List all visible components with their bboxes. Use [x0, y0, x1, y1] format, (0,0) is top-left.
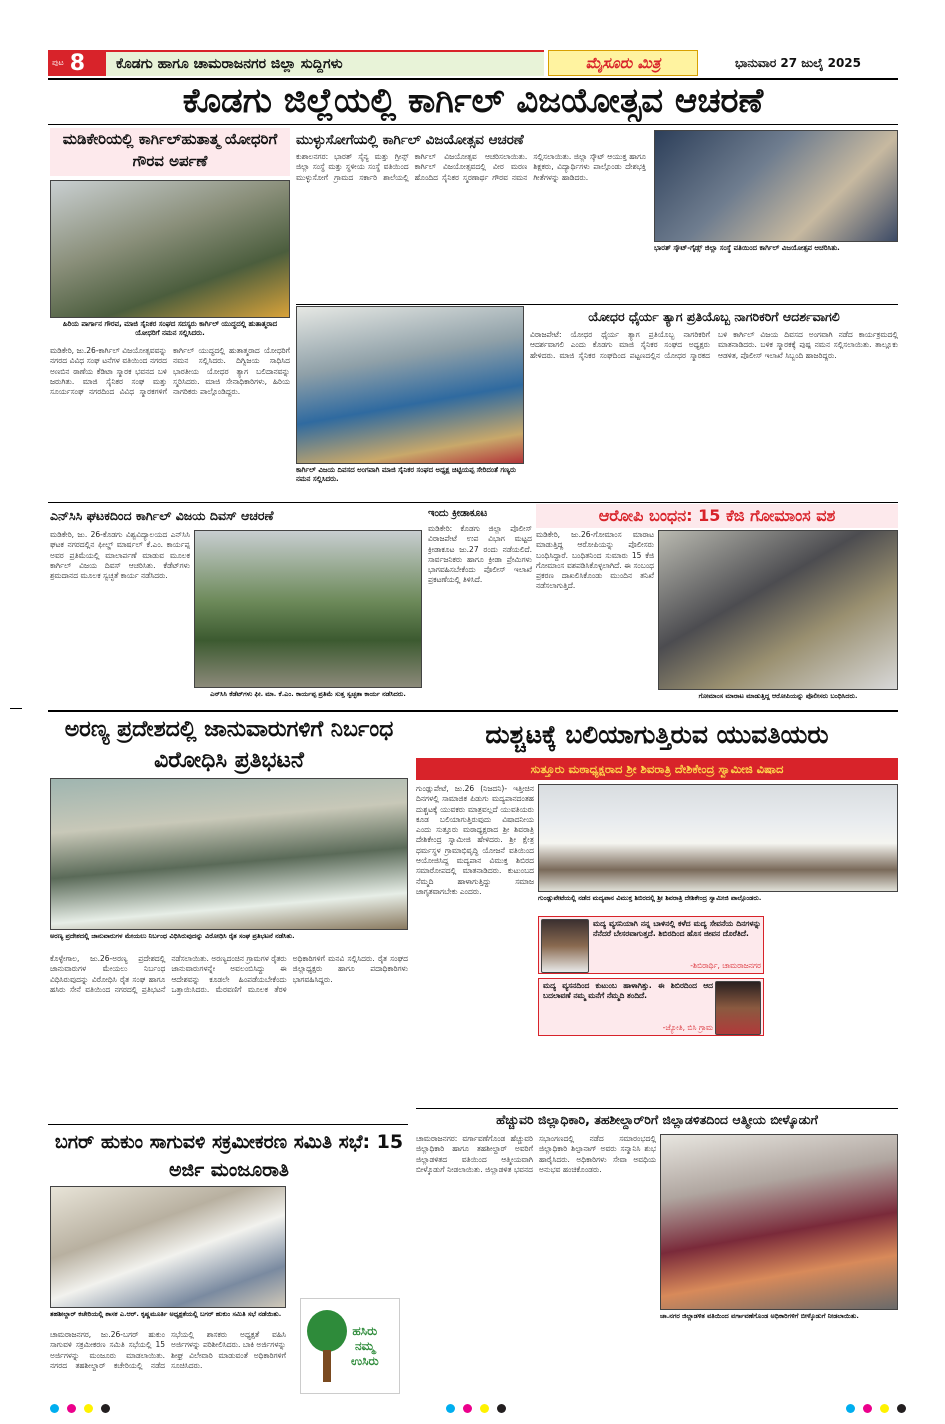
yodhara-rule: [296, 304, 898, 305]
farewell-body: ಚಾಮರಾಜನಗರ: ವರ್ಗಾವಣೆಗೊಂಡ ಹೆಚ್ಚುವರಿ ಜಿಲ್ಲಾಧಿಕಾರಿ ಹಾಗೂ ತಹಶೀಲ್ದಾರ್ ಅವರಿಗೆ ಜಿಲ್ಲಾಡಳಿತದ ವತಿಯಿಂದ ಆತ್ಮೀಯವಾಗಿ ಬೀಳ್ಕೊಡುಗೆ ನೀಡಲಾಯಿತು. ಜಿಲ್ಲಾಡಳಿತ ಭವನದ ಸಭಾಂಗಣದಲ್ಲಿ ನಡೆದ ಸಮಾರಂಭದಲ್ಲಿ ಜಿಲ್ಲಾಧಿಕಾರಿ ಶಿಲ್ಪಾನಾಗ್ ಅವರು ಸನ್ಮಾನಿಸಿ ಶುಭ ಹಾರೈಸಿದರು. ಅಧಿಕಾರಿಗಳು ಸೇವಾ ಅವಧಿಯ ಅನುಭವ ಹಂಚಿಕೊಂಡರು.: [416, 1134, 656, 1174]
green-logo-line3: ಉಸಿರು: [351, 1353, 379, 1368]
bagar-body-cont: [290, 1186, 408, 1292]
quote1-text: ಮದ್ಯ ವ್ಯಸನಿಯಾಗಿ ನನ್ನ ಬಾಳಿನಲ್ಲಿ ಕಳೆದ ಮದ್ಯ ಸೇವನೆಯ ದಿನಗಳನ್ನು ನೆನೆದರೆ ಬೇಸರವಾಗುತ್ತದೆ. ಶಿಬಿರದಿಂದ ಹೊಸ ಜೀವನ ದೊರೆತಿದೆ.: [593, 919, 761, 939]
youth-body: ಗುಂಡ್ಲುಪೇಟೆ, ಜು.26 (ನಿಜದನಿ)- ಇತ್ತೀಚಿನ ದಿನಗಳಲ್ಲಿ ಸಾಮಾಜಿಕ ಪಿಡುಗು ಮದ್ಯಪಾನದಂತಹ ದುಶ್ಚಟಕ್ಕೆ ಯುವಕರು ಮಾತ್ರವಲ್ಲದೆ ಯುವತಿಯರು ಕೂಡ ಬಲಿಯಾಗುತ್ತಿರುವುದು ವಿಷಾದನೀಯ ಎಂದು ಸುತ್ತೂರು ಮಠಾಧ್ಯಕ್ಷರಾದ ಶ್ರೀ ಶಿವರಾತ್ರಿ ದೇಶಿಕೇಂದ್ರ ಸ್ವಾಮೀಜಿ ಹೇಳಿದರು. ಶ್ರೀ ಕ್ಷೇತ್ರ ಧರ್ಮಸ್ಥಳ ಗ್ರಾಮಾಭಿವೃದ್ಧಿ ಯೋಜನೆ ವತಿಯಿಂದ ಆಯೋಜಿಸಿದ್ದ ಮದ್ಯಪಾನ ವಿಮುಕ್ತ ಶಿಬಿರದ ಸಮಾರೋಪದಲ್ಲಿ ಮಾತನಾಡಿದರು. ಕುಟುಂಬದ ನೆಮ್ಮದಿ ಹಾಳಾಗುತ್ತಿದ್ದು ಸಮಾಜ ಜಾಗೃತವಾಗಬೇಕು ಎಂದರು.: [416, 784, 534, 896]
madikeri-headline: ಮಡಿಕೇರಿಯಲ್ಲಿ ಕಾರ್ಗಿಲ್‌ಹುತಾತ್ಮ ಯೋಧರಿಗೆ ಗೌರವ ಅರ್ಪಣೆ: [50, 128, 290, 176]
farewell-body-cont: [660, 1332, 898, 1396]
ncc-caption: ಎನ್‌ಸಿಸಿ ಕೆಡೆಟ್‌ಗಳು ಫೀ. ಮಾ. ಕೆ.ಎಂ. ಕಾರ್ಯಪ್ಪ ಪ್ರತಿಮೆ ಸುತ್ತ ಸ್ವಚ್ಛತಾ ಕಾರ್ಯ ನಡೆಸಿದರು.: [210, 690, 406, 698]
mullusoge-body: ಕುಶಾಲನಗರ: ಭಾರತ್ ಸೈನ್ಯ ಮತ್ತು ಗ್ರೀನ್ಸ್ ಜಿಲ್ಲಾ ಸಂಸ್ಥೆ ಮತ್ತು ಸ್ಥಳೀಯ ಸಂಸ್ಥೆ ವತಿಯಿಂದ ಮುಳ್ಳುಸೋಗೆ ಗ್ರಾಮದ ಸರ್ಕಾರಿ ಶಾಲೆಯಲ್ಲಿ ಕಾರ್ಗಿಲ್ ವಿಜಯೋತ್ಸವ ಆಚರಿಸಲಾಯಿತು. ಕಾರ್ಗಿಲ್ ವಿಜಯೋತ್ಸವದಲ್ಲಿ ವೀರ ಮರಣ ಹೊಂದಿದ ಸೈನಿಕರ ಸ್ಮರಣಾರ್ಥ ಗೌರವ ನಮನ ಸಲ್ಲಿಸಲಾಯಿತು. ಜಿಲ್ಲಾ ಸ್ಕೌಟ್ ಆಯುಕ್ತ ಹಾಗೂ ಶಿಕ್ಷಕರು, ವಿದ್ಯಾರ್ಥಿಗಳು ಪಾಲ್ಗೊಂಡು ದೇಶಭಕ್ತಿ ಗೀತೆಗಳನ್ನು ಹಾಡಿದರು.: [296, 152, 646, 182]
bagar-body: ಚಾಮರಾಜನಗರ, ಜು.26-ಬಗರ್ ಹುಕುಂ ಸಾಗುವಳಿ ಸಕ್ರಮೀಕರಣ ಸಮಿತಿ ಸಭೆಯಲ್ಲಿ 15 ಅರ್ಜಿಗಳನ್ನು ಮಂಜೂರು ಮಾಡಲಾಯಿತು. ನಗರದ ತಹಶೀಲ್ದಾರ್ ಕಚೇರಿಯಲ್ಲಿ ನಡೆದ ಸಭೆಯಲ್ಲಿ ಶಾಸಕರು ಅಧ್ಯಕ್ಷತೆ ವಹಿಸಿ ಅರ್ಜಿಗಳನ್ನು ಪರಿಶೀಲಿಸಿದರು. ಬಾಕಿ ಅರ್ಜಿಗಳನ್ನು ಶೀಘ್ರ ವಿಲೇವಾರಿ ಮಾಡುವಂತೆ ಅಧಿಕಾರಿಗಳಿಗೆ ಸೂಚಿಸಿದರು.: [50, 1330, 286, 1370]
row2-rule: [48, 710, 898, 712]
mullusoge-body-cont: [654, 266, 898, 302]
lead-headline: ಕೊಡಗು ಜಿಲ್ಲೆಯಲ್ಲಿ ಕಾರ್ಗಿಲ್ ವಿಜಯೋತ್ಸವ ಆಚರಣೆ: [182, 81, 764, 121]
green-logo-line1: ಹಸಿರು: [352, 1323, 378, 1338]
protest-body: ಕೊಳ್ಳೇಗಾಲ, ಜು.26-ಅರಣ್ಯ ಪ್ರದೇಶದಲ್ಲಿ ಜಾನುವಾರುಗಳ ಮೇಯಲು ನಿರ್ಬಂಧ ವಿಧಿಸಿರುವುದನ್ನು ವಿರೋಧಿಸಿ ರೈತ ಸಂಘ ಹಾಗೂ ಹಸಿರು ಸೇನೆ ವತಿಯಿಂದ ನಗರದಲ್ಲಿ ಪ್ರತಿಭಟನೆ ನಡೆಸಲಾಯಿತು. ಅರಣ್ಯದಂಚಿನ ಗ್ರಾಮಗಳ ರೈತರು ಜಾನುವಾರುಗಳನ್ನೇ ಅವಲಂಬಿಸಿದ್ದು ಈ ಆದೇಶವನ್ನು ಕೂಡಲೇ ಹಿಂಪಡೆಯಬೇಕೆಂದು ಒತ್ತಾಯಿಸಿದರು. ಮೆರವಣಿಗೆ ಮೂಲಕ ತೆರಳಿ ಅಧಿಕಾರಿಗಳಿಗೆ ಮನವಿ ಸಲ್ಲಿಸಿದರು. ರೈತ ಸಂಘದ ಜಿಲ್ಲಾಧ್ಯಕ್ಷರು ಹಾಗೂ ಪದಾಧಿಕಾರಿಗಳು ಭಾಗವಹಿಸಿದ್ದರು.: [50, 954, 408, 994]
youth-body-cont-2: [768, 916, 898, 1106]
sports-body: ಮಡಿಕೇರಿ: ಕೊಡಗು ಜಿಲ್ಲಾ ಪೊಲೀಸ್ ವಿರಾಜಪೇಟೆ ಉಪ ವಿಭಾಗ ಮಟ್ಟದ ಕ್ರೀಡಾಕೂಟ ಜು.27 ರಂದು ನಡೆಯಲಿದೆ. ಸಾರ್ವಜನಿಕರು ಹಾಗೂ ಕ್ರೀಡಾ ಪ್ರೇಮಿಗಳು ಭಾಗವಹಿಸಬೇಕೆಂದು ಪೊಲೀಸ್ ಇಲಾಖೆ ಪ್ರಕಟಣೆಯಲ್ಲಿ ತಿಳಿಸಿದೆ.: [428, 524, 532, 585]
yodhara-headline: ಯೋಧರ ಧೈರ್ಯ ತ್ಯಾಗ ಪ್ರತಿಯೊಬ್ಬ ನಾಗರಿಕರಿಗೆ ಆದರ್ಶವಾಗಲಿ: [588, 309, 840, 324]
ncc-photo: [194, 530, 422, 688]
issue-date: ಭಾನುವಾರ 27 ಜುಲೈ 2025: [735, 55, 861, 70]
yodhara-photo: [296, 306, 524, 464]
newspaper-logo: ಮೈಸೂರು ಮಿತ್ರ: [548, 50, 698, 76]
quote2-attrib: -ಜ್ಯೋತಿ, ಬಿಸಿ ಗ್ರಾಮ: [662, 1023, 713, 1032]
page-number: 8: [69, 50, 86, 76]
youth-headline: ದುಶ್ಚಟಕ್ಕೆ ಬಲಿಯಾಗುತ್ತಿರುವ ಯುವತಿಯರು: [485, 720, 829, 749]
farewell-headline: ಹೆಚ್ಚುವರಿ ಜಿಲ್ಲಾಧಿಕಾರಿ, ತಹಶೀಲ್ದಾರ್‌ರಿಗೆ ಜಿಲ್ಲಾಡಳಿತದಿಂದ ಆತ್ಮೀಯ ಬೀಳ್ಕೊಡುಗೆ: [496, 1112, 818, 1127]
ncc-headline: ಎನ್‌ಸಿಸಿ ಘಟಕದಿಂದ ಕಾರ್ಗಿಲ್ ವಿಜಯ ದಿವಸ್ ಆಚರಣೆ: [50, 508, 274, 523]
margin-mark: [10, 708, 22, 709]
mullusoge-headline: ಮುಳ್ಳುಸೋಗೆಯಲ್ಲಿ ಕಾರ್ಗಿಲ್ ವಿಜಯೋತ್ಸವ ಆಚರಣೆ: [296, 132, 524, 148]
protest-caption: ಅರಣ್ಯ ಪ್ರದೇಶದಲ್ಲಿ ಜಾನುವಾರುಗಳ ಮೇಯಲು ನಿರ್ಬಂಧ ವಿಧಿಸಿರುವುದನ್ನು ವಿರೋಧಿಸಿ ರೈತ ಸಂಘ ಪ್ರತಿಭಟನೆ ನಡೆಸಿತು.: [50, 932, 295, 940]
bagar-caption: ತಹಶೀಲ್ದಾರ್ ಕಚೇರಿಯಲ್ಲಿ ಶಾಸಕ ಎ.ಆರ್. ಕೃಷ್ಣಮೂರ್ತಿ ಅಧ್ಯಕ್ಷತೆಯಲ್ಲಿ ಬಗರ್ ಹುಕುಂ ಸಮಿತಿ ಸಭೆ ನಡೆಯಿತು.: [50, 1310, 282, 1318]
registration-marks-left: [50, 1404, 110, 1413]
quote2-box: [538, 978, 764, 1036]
protest-photo: [50, 778, 408, 930]
youth-body-cont-3: [538, 1040, 764, 1106]
youth-photo: [538, 784, 898, 892]
youth-subhead: ಸುತ್ತೂರು ಮಠಾಧ್ಯಕ್ಷರಾದ ಶ್ರೀ ಶಿವರಾತ್ರಿ ದೇಶಿಕೇಂದ್ರ ಸ್ವಾಮೀಜಿ ವಿಷಾದ: [416, 758, 898, 780]
yodhara-caption: ಕಾರ್ಗಿಲ್ ವಿಜಯ ದಿವಸದ ಅಂಗವಾಗಿ ಮಾಜಿ ಸೈನಿಕರ ಸಂಘದ ಅಧ್ಯಕ್ಷ ಚಿಟ್ಟಿಯಪ್ಪ ಸೇರಿದಂತೆ ಗಣ್ಯರು ನಮನ ಸಲ್ಲಿಸಿದರು.: [296, 466, 517, 483]
beef-photo: [658, 530, 898, 690]
beef-headline: ಆರೋಪಿ ಬಂಧನ: 15 ಕೆಜಿ ಗೋಮಾಂಸ ವಶ: [536, 504, 898, 528]
quote2-text: ಮದ್ಯ ವ್ಯಸನದಿಂದ ಕುಟುಂಬ ಹಾಳಾಗಿತ್ತು. ಈ ಶಿಬಿರದಿಂದ ಆದ ಬದಲಾವಣೆ ನಮ್ಮ ಮನೆಗೆ ನೆಮ್ಮದಿ ತಂದಿದೆ.: [543, 981, 713, 1001]
protest-headline: ಅರಣ್ಯ ಪ್ರದೇಶದಲ್ಲಿ ಜಾನುವಾರುಗಳಿಗೆ ನಿರ್ಬಂಧ ವಿರೋಧಿಸಿ ಪ್ರತಿಭಟನೆ: [64, 717, 394, 773]
registration-marks-right: [846, 1404, 906, 1413]
madikeri-photo: [50, 180, 290, 318]
tree-icon: [303, 1306, 351, 1386]
green-logo-line2: ನಮ್ಮ: [354, 1338, 375, 1353]
beef-caption: ಗೋಮಾಂಸ ಮಾರಾಟ ಮಾಡುತ್ತಿದ್ದ ಆರೋಪಿಯನ್ನು ಪೊಲೀಸರು ಬಂಧಿಸಿದರು.: [698, 692, 858, 700]
quote1-box: [538, 916, 764, 974]
page-tag: [48, 50, 106, 76]
quote1-attrib: -ಶಿಬಿರಾರ್ಥಿ, ಚಾಮರಾಜನಗರ: [690, 961, 761, 970]
row1-rule: [48, 502, 898, 503]
sports-headline: ಇಂದು ಕ್ರೀಡಾಕೂಟ: [428, 508, 488, 519]
beef-body: ಮಡಿಕೇರಿ, ಜು.26-ಗೋಮಾಂಸ ಮಾರಾಟ ಮಾಡುತ್ತಿದ್ದ ಆರೋಪಿಯನ್ನು ಪೊಲೀಸರು ಬಂಧಿಸಿದ್ದಾರೆ. ಬಂಧಿತನಿಂದ ಸುಮಾರು 15 ಕೆಜಿ ಗೋಮಾಂಸ ವಶಪಡಿಸಿಕೊಳ್ಳಲಾಗಿದೆ. ಈ ಸಂಬಂಧ ಪ್ರಕರಣ ದಾಖಲಿಸಿಕೊಂಡು ಮುಂದಿನ ತನಿಖೆ ನಡೆಸಲಾಗುತ್ತಿದೆ.: [536, 530, 654, 591]
row3-rule-right: [416, 1108, 898, 1109]
lead-rule: [48, 124, 898, 125]
registration-marks-center: [446, 1404, 506, 1413]
bagar-headline: ಬಗರ್ ಹುಕುಂ ಸಾಗುವಳಿ ಸಕ್ರಮೀಕರಣ ಸಮಿತಿ ಸಭೆ: 15 ಅರ್ಜಿ ಮಂಜೂರಾತಿ: [54, 1131, 404, 1181]
madikeri-caption: ಹಿರಿಯ ಪಾರ್ಗಾನ ಗೌರವ, ಮಾಜಿ ಸೈನಿಕರ ಸಂಘದ ಸದಸ್ಯರು ಕಾರ್ಗಿಲ್ ಯುದ್ಧದಲ್ಲಿ ಹುತಾತ್ಮರಾದ ಯೋಧರಿಗೆ ನಮನ ಸಲ್ಲಿಸಿದರು.: [62, 320, 278, 337]
green-logo: [300, 1298, 400, 1394]
page-label: ಪುಟ: [52, 58, 64, 67]
quote1-avatar: [541, 919, 589, 973]
farewell-caption: ಚಾ.ನಗರ ಜಿಲ್ಲಾಡಳಿತ ವತಿಯಿಂದ ವರ್ಗಾವಣೆಗೊಂಡ ಅಧಿಕಾರಿಗಳಿಗೆ ಬೀಳ್ಕೊಡುಗೆ ನೀಡಲಾಯಿತು.: [660, 1312, 859, 1320]
row3-rule: [48, 1124, 408, 1125]
mullusoge-caption: ಭಾರತ್ ಸ್ಕೌಟ್-ಗೈಡ್ಸ್ ಜಿಲ್ಲಾ ಸಂಸ್ಥೆ ವತಿಯಿಂದ ಕಾರ್ಗಿಲ್ ವಿಜಯೋತ್ಸವ ಆಚರಿಸಿತು.: [654, 244, 840, 252]
bagar-photo: [50, 1186, 286, 1308]
youth-body-cont: [416, 904, 534, 1104]
farewell-photo: [660, 1134, 898, 1310]
quote2-avatar: [715, 981, 761, 1035]
youth-photo-caption: ಗುಂಡ್ಲುಪೇಟೆಯಲ್ಲಿ ನಡೆದ ಮದ್ಯಪಾನ ವಿಮುಕ್ತ ಶಿಬಿರದಲ್ಲಿ ಶ್ರೀ ಶಿವರಾತ್ರಿ ದೇಶಿಕೇಂದ್ರ ಸ್ವಾಮೀಜಿ ಪಾಲ್ಗೊಂಡರು.: [538, 894, 762, 902]
mullusoge-photo: [654, 130, 898, 242]
ncc-body: ಮಡಿಕೇರಿ, ಜು. 26-ಕೊಡಗು ವಿಶ್ವವಿದ್ಯಾಲಯದ ಎನ್‌ಸಿಸಿ ಘಟಕ ನಗರದಲ್ಲಿನ ಫೀಲ್ಡ್ ಮಾರ್ಷಲ್ ಕೆ.ಎಂ. ಕಾರ್ಯಪ್ಪ ಅವರ ಪ್ರತಿಮೆಯಲ್ಲಿ ಮಾಲಾರ್ಪಣೆ ಮಾಡುವ ಮೂಲಕ ಕಾರ್ಗಿಲ್ ವಿಜಯ ದಿವಸ್ ಆಚರಿಸಿತು. ಕೆಡೆಟ್‌ಗಳು ಶ್ರಮದಾನದ ಮೂಲಕ ಸ್ವಚ್ಛತೆ ಕಾರ್ಯ ನಡೆಸಿದರು.: [50, 530, 190, 581]
yodhara-body: ವಿರಾಜಪೇಟೆ: ಯೋಧರ ಧೈರ್ಯ ತ್ಯಾಗ ಪ್ರತಿಯೊಬ್ಬ ನಾಗರಿಕರಿಗೆ ಆದರ್ಶವಾಗಲಿ ಎಂದು ಕೊಡಗು ಮಾಜಿ ಸೈನಿಕರ ಸಂಘದ ಅಧ್ಯಕ್ಷರು ಹೇಳಿದರು. ಮಾಜಿ ಸೈನಿಕರ ಸಂಘದಿಂದ ಪಟ್ಟಣದಲ್ಲಿನ ಯೋಧರ ಸ್ಮಾರಕದ ಬಳಿ ಕಾರ್ಗಿಲ್ ವಿಜಯ ದಿವಸದ ಅಂಗವಾಗಿ ನಡೆದ ಕಾರ್ಯಕ್ರಮದಲ್ಲಿ ಮಾತನಾಡಿದರು. ಬಳಿಕ ಸ್ಮಾರಕಕ್ಕೆ ಪುಷ್ಪ ನಮನ ಸಲ್ಲಿಸಲಾಯಿತು. ತಾಲ್ಲೂಕು ಆಡಳಿತ, ಪೊಲೀಸ್ ಇಲಾಖೆ ಸಿಬ್ಬಂದಿ ಹಾಜರಿದ್ದರು.: [530, 330, 898, 360]
section-title: ಕೊಡಗು ಹಾಗೂ ಚಾಮರಾಜನಗರ ಜಿಲ್ಲಾ ಸುದ್ದಿಗಳು: [106, 50, 544, 76]
madikeri-body: ಮಡಿಕೇರಿ, ಜು.26-ಕಾರ್ಗಿಲ್ ವಿಜಯೋತ್ಸವವನ್ನು ನಗರದ ವಿವಿಧ ಸಂಘ ಟನೆಗಳ ವತಿಯಿಂದ ನಗರದ ಅಣಬಿನ ಠಾಣೆಯ ಕೆಡಿಟಾ ಸ್ಮಾರಕ ಭವನದ ಬಳಿ ಜರುಗಿತು. ಮಾಜಿ ಸೈನಿಕರ ಸಂಘ ಮತ್ತು ಸೂರ್ಯಸಂಘ ನಗರದಿಂದ ವಿವಿಧ ಸ್ಮಾರಕಗಳಿಗೆ ಕಾರ್ಗಿಲ್ ಯುದ್ಧದಲ್ಲಿ ಹುತಾತ್ಮರಾದ ಯೋಧರಿಗೆ ನಮನ ಸಲ್ಲಿಸಿದರು. ದಿಗ್ವಿಜಯ ಸಾಧಿಸಿದ ಭಾರತೀಯ ಯೋಧರ ತ್ಯಾಗ ಬಲಿದಾನವನ್ನು ಸ್ಮರಿಸಿದರು. ಮಾಜಿ ಸೇನಾಧಿಕಾರಿಗಳು, ಹಿರಿಯ ನಾಗರಿಕರು ಪಾಲ್ಗೊಂಡಿದ್ದರು.: [50, 346, 290, 397]
